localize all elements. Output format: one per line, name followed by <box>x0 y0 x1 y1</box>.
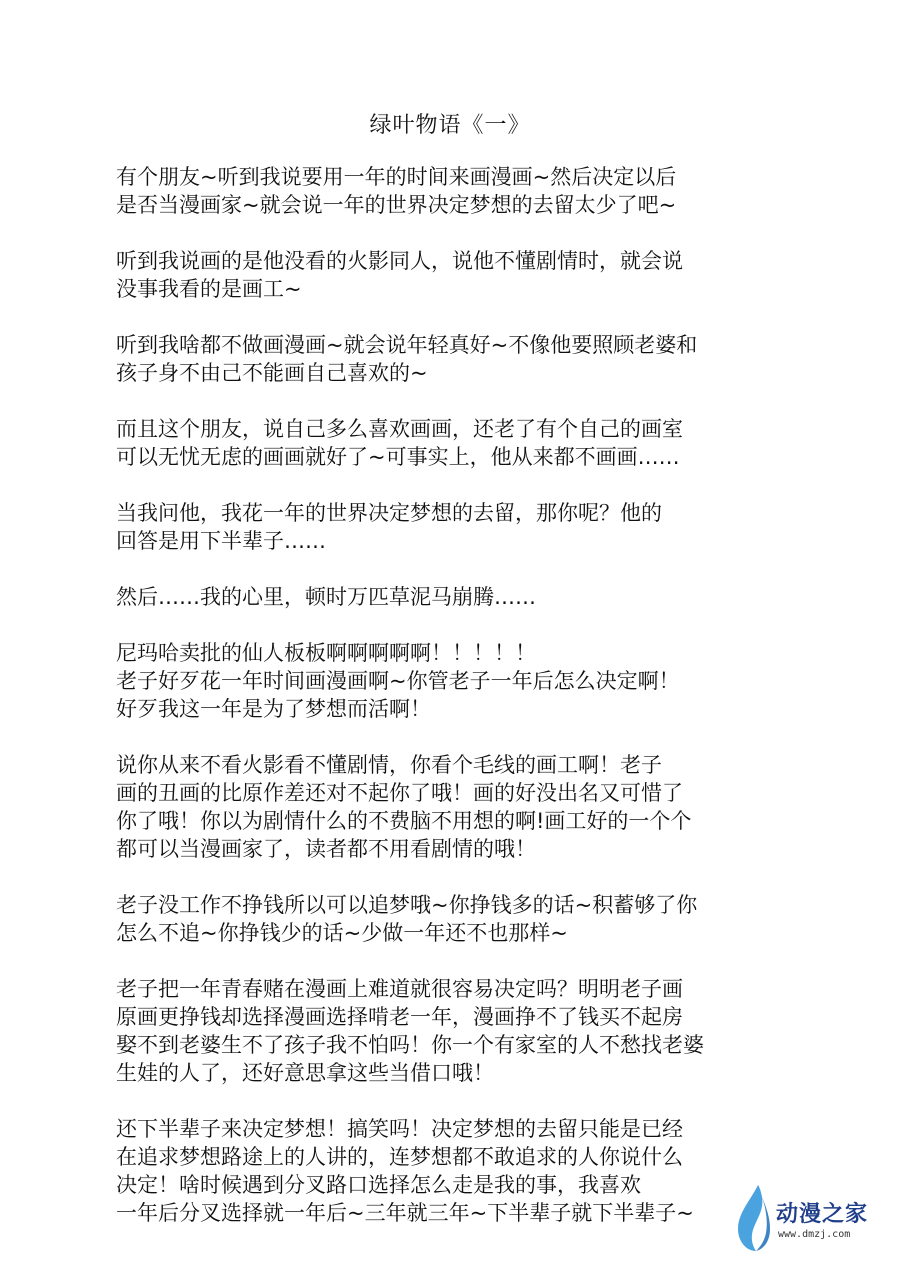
paragraph <box>116 583 836 611</box>
site-watermark <box>732 1183 892 1255</box>
water-drop-logo-icon <box>732 1183 772 1255</box>
text-line: 娶不到老婆生不了孩子我不怕吗！你一个有家室的人不愁找老婆 <box>116 1033 704 1057</box>
paragraph <box>116 499 836 555</box>
paragraph <box>116 751 836 863</box>
text-line: 说你从来不看火影看不懂剧情，你看个毛线的画工啊！老子 <box>116 753 662 777</box>
paragraph <box>116 247 836 303</box>
text-line: 孩子身不由己不能画自己喜欢的~ <box>116 361 428 385</box>
text-line: 然后……我的心里，顿时万匹草泥马崩腾…… <box>116 585 536 609</box>
paragraph <box>116 163 836 219</box>
text-line: 原画更挣钱却选择漫画选择啃老一年，漫画挣不了钱买不起房 <box>116 1005 683 1029</box>
text-line: 有个朋友~听到我说要用一年的时间来画漫画~然后决定以后 <box>116 165 677 189</box>
text-line: 没事我看的是画工~ <box>116 277 302 301</box>
text-line: 怎么不追~你挣钱少的话~少做一年还不也那样~ <box>116 921 568 945</box>
paragraph <box>116 331 836 387</box>
text-line: 回答是用下半辈子…… <box>116 529 326 553</box>
watermark-url: www.dmzj.com <box>778 1229 851 1240</box>
text-line: 一年后分叉选择就一年后~三年就三年~下半辈子就下半辈子~ <box>116 1201 694 1225</box>
article-body <box>116 163 836 1255</box>
text-line: 还下半辈子来决定梦想！搞笑吗！决定梦想的去留只能是已经 <box>116 1117 683 1141</box>
text-line: 都可以当漫画家了，读者都不用看剧情的哦！ <box>116 837 536 861</box>
paragraph <box>116 1115 836 1227</box>
text-line: 可以无忧无虑的画画就好了~可事实上，他从来都不画画…… <box>116 445 680 469</box>
text-line: 老子没工作不挣钱所以可以追梦哦~你挣钱多的话~积蓄够了你 <box>116 893 698 917</box>
text-line: 决定！啥时候遇到分叉路口选择怎么走是我的事，我喜欢 <box>116 1173 641 1197</box>
text-line: 老子好歹花一年时间画漫画啊~你管老子一年后怎么决定啊！ <box>116 669 680 693</box>
text-line: 是否当漫画家~就会说一年的世界决定梦想的去留太少了吧~ <box>116 193 677 217</box>
text-line: 生娃的人了，还好意思拿这些当借口哦！ <box>116 1061 494 1085</box>
text-line: 尼玛哈卖批的仙人板板啊啊啊啊啊！！！！！ <box>116 641 536 665</box>
watermark-name: 动漫之家 <box>776 1202 869 1227</box>
paragraph <box>116 975 836 1087</box>
paragraph <box>116 639 836 723</box>
text-line: 老子把一年青春赌在漫画上难道就很容易决定吗？明明老子画 <box>116 977 683 1001</box>
text-line: 好歹我这一年是为了梦想而活啊！ <box>116 697 431 721</box>
text-line: 在追求梦想路途上的人讲的，连梦想都不敢追求的人你说什么 <box>116 1145 683 1169</box>
text-line: 而且这个朋友，说自己多么喜欢画画，还老了有个自己的画室 <box>116 417 683 441</box>
text-line: 你了哦！你以为剧情什么的不费脑不用想的啊!画工好的一个个 <box>116 809 692 833</box>
paragraph <box>116 891 836 947</box>
text-line: 听到我啥都不做画漫画~就会说年轻真好~不像他要照顾老婆和 <box>116 333 698 357</box>
text-line: 听到我说画的是他没看的火影同人，说他不懂剧情时，就会说 <box>116 249 683 273</box>
text-line: 当我问他，我花一年的世界决定梦想的去留，那你呢？他的 <box>116 501 662 525</box>
page-title: 绿叶物语《一》 <box>369 113 531 138</box>
text-line: 画的丑画的比原作差还对不起你了哦！画的好没出名又可惜了 <box>116 781 683 805</box>
paragraph <box>116 415 836 471</box>
